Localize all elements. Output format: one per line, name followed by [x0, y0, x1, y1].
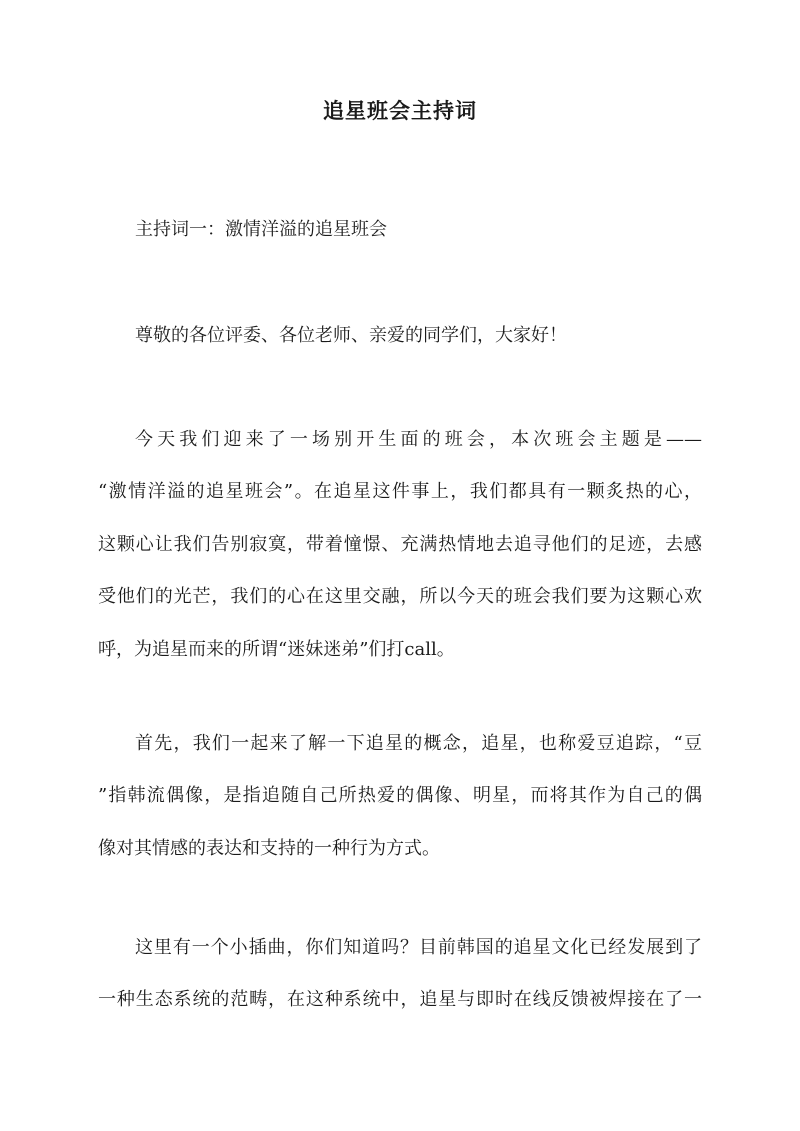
paragraph-1-line: 呼，为追星而来的所谓“迷妹迷弟”们打call。: [98, 638, 455, 660]
greeting-text: 尊敬的各位评委、各位老师、亲爱的同学们，大家好！: [135, 325, 567, 346]
paragraph-1-line: 今天我们迎来了一场别开生面的班会，本次班会主题是——: [135, 429, 702, 450]
paragraph-3-line: 一种生态系统的范畴，在这种系统中，追星与即时在线反馈被焊接在了一: [98, 989, 702, 1011]
paragraph-1-line: “激情洋溢的追星班会”。在追星这件事上，我们都具有一颗炙热的心，: [98, 481, 702, 503]
paragraph-2-line: ”指韩流偶像，是指追随自己所热爱的偶像、明星，而将其作为自己的偶: [98, 785, 702, 807]
greeting-block: [98, 310, 702, 362]
paragraph-1-line: 受他们的光芒，我们的心在这里交融，所以今天的班会我们要为这颗心欢: [98, 586, 702, 608]
paragraph-2-line: 首先，我们一起来了解一下追星的概念，追星，也称爱豆追踪，“豆: [135, 733, 702, 754]
paragraph-3: [98, 922, 702, 1027]
paragraph-2: [98, 718, 702, 875]
section-heading-block: [98, 204, 702, 256]
paragraph-2-line: 像对其情感的表达和支持的一种行为方式。: [98, 837, 440, 859]
paragraph-3-line: 这里有一个小插曲，你们知道吗？目前韩国的追星文化已经发展到了: [135, 937, 702, 958]
document-title: 追星班会主持词: [323, 98, 477, 123]
paragraph-1: [98, 414, 702, 676]
section-heading: 主持词一：激情洋溢的追星班会: [135, 219, 387, 240]
paragraph-1-line: 这颗心让我们告别寂寞，带着憧憬、充满热情地去追寻他们的足迹，去感: [98, 533, 702, 555]
